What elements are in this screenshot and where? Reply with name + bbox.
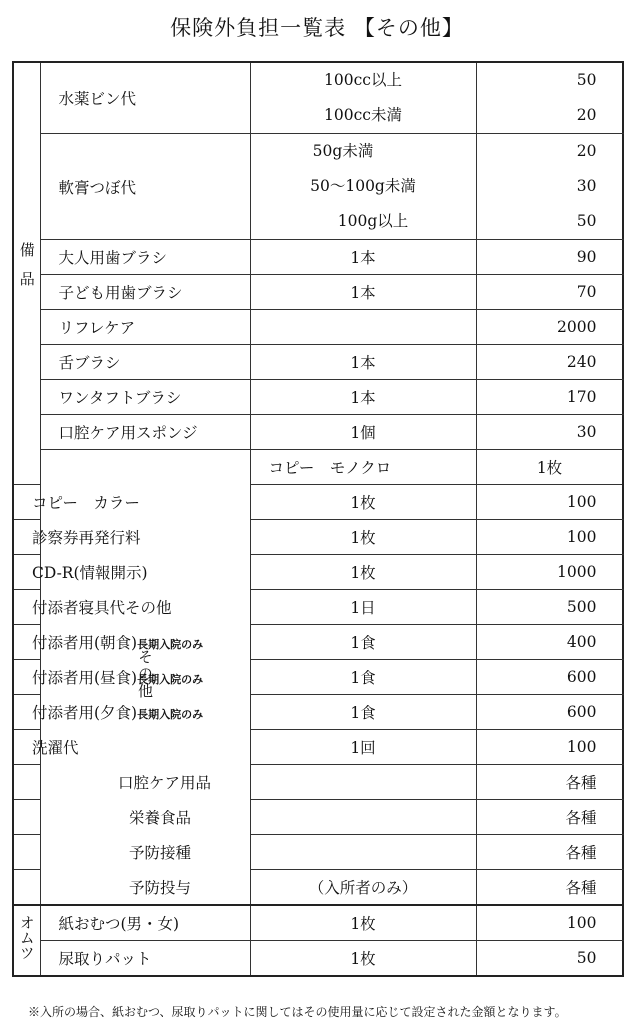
- qty-cell: 1枚: [250, 941, 476, 977]
- long-stay-note: 長期入院のみ: [137, 708, 204, 721]
- price-cell: 240: [476, 345, 623, 380]
- price-cell: 各種: [476, 870, 623, 906]
- price-cell: 90: [476, 240, 623, 275]
- qty-cell: 1枚: [250, 555, 476, 590]
- table-row: [13, 905, 623, 941]
- qty-cell: 1日: [250, 590, 476, 625]
- price-cell: 各種: [476, 765, 623, 800]
- price-cell: 70: [476, 275, 623, 310]
- table-row: [13, 345, 623, 380]
- item-cell: CD-R(情報開示): [13, 555, 40, 590]
- item-cell: 洗濯代: [13, 730, 40, 765]
- item-cell: 付添者用(朝食)長期入院のみ: [13, 625, 40, 660]
- qty-cell: 1本: [250, 345, 476, 380]
- qty-cell: 1枚: [250, 485, 476, 520]
- table-row: [13, 275, 623, 310]
- qty-cell: 100cc以上 100cc未満: [250, 62, 476, 134]
- table-row: [13, 415, 623, 450]
- item-cell: 栄養食品: [13, 800, 40, 835]
- qty-cell: 1枚: [476, 450, 623, 485]
- item-cell: コピー モノクロ: [250, 450, 476, 485]
- price-cell: 30: [476, 415, 623, 450]
- footnote: ※入所の場合、紙おむつ、尿取りパットに関してはその使用量に応じて設定された金額となります。: [28, 1005, 567, 1019]
- category-sonota: その他: [40, 450, 250, 906]
- qty-cell: 1本: [250, 380, 476, 415]
- qty-cell: 50g未満 50～100g未満 100g以上: [250, 134, 476, 240]
- qty-cell: （入所者のみ）: [250, 870, 476, 906]
- price-cell: 500: [476, 590, 623, 625]
- qty-cell: 1食: [250, 695, 476, 730]
- item-cell: 付添者寝具代その他: [13, 590, 40, 625]
- price-cell: 1000: [476, 555, 623, 590]
- item-cell: 口腔ケア用スポンジ: [40, 415, 250, 450]
- price-cell: 100: [476, 730, 623, 765]
- qty-cell: [250, 310, 476, 345]
- item-cell: 付添者用(夕食)長期入院のみ: [13, 695, 40, 730]
- long-stay-note: 長期入院のみ: [137, 673, 204, 686]
- price-cell: 20 30 50: [476, 134, 623, 240]
- price-cell: 400: [476, 625, 623, 660]
- item-cell: 予防投与: [13, 870, 40, 906]
- price-cell: 170: [476, 380, 623, 415]
- table-row: [13, 450, 623, 485]
- price-cell: 100: [476, 520, 623, 555]
- qty-cell: 1個: [250, 415, 476, 450]
- item-cell: 舌ブラシ: [40, 345, 250, 380]
- price-cell: 600: [476, 695, 623, 730]
- long-stay-note: 長期入院のみ: [137, 638, 204, 651]
- qty-cell: 1食: [250, 625, 476, 660]
- category-bihin: 備品: [13, 62, 40, 485]
- table-row: [13, 134, 623, 240]
- table-row: [13, 62, 623, 134]
- table-row: [13, 941, 623, 977]
- qty-cell: 1枚: [250, 520, 476, 555]
- item-cell: 大人用歯ブラシ: [40, 240, 250, 275]
- price-cell: 2000: [476, 310, 623, 345]
- item-cell: 紙おむつ(男・女): [40, 905, 250, 941]
- qty-cell: [250, 800, 476, 835]
- qty-cell: [250, 835, 476, 870]
- price-cell: 50 20: [476, 62, 623, 134]
- qty-cell: 1回: [250, 730, 476, 765]
- qty-cell: [250, 765, 476, 800]
- page-title: 保険外負担一覧表 【その他】: [170, 16, 464, 40]
- item-cell: 口腔ケア用品: [13, 765, 40, 800]
- qty-cell: 1本: [250, 240, 476, 275]
- item-cell: 診察券再発行料: [13, 520, 40, 555]
- item-cell: 予防接種: [13, 835, 40, 870]
- item-cell: 付添者用(昼食)長期入院のみ: [13, 660, 40, 695]
- price-cell: 600: [476, 660, 623, 695]
- qty-cell: 1枚: [250, 905, 476, 941]
- price-cell: 100: [476, 905, 623, 941]
- price-cell: 50: [476, 941, 623, 977]
- qty-cell: 1食: [250, 660, 476, 695]
- item-cell: 水薬ビン代: [40, 62, 250, 134]
- price-cell: 100: [476, 485, 623, 520]
- table-row: [13, 310, 623, 345]
- table-row: [13, 240, 623, 275]
- item-cell: コピー カラー: [13, 485, 40, 520]
- price-cell: 各種: [476, 835, 623, 870]
- item-cell: リフレケア: [40, 310, 250, 345]
- category-omutsu: オムツ: [13, 905, 40, 976]
- fee-table: [12, 61, 624, 977]
- qty-cell: 1本: [250, 275, 476, 310]
- table-row: [13, 380, 623, 415]
- item-cell: 子ども用歯ブラシ: [40, 275, 250, 310]
- item-cell: ワンタフトブラシ: [40, 380, 250, 415]
- item-cell: 軟膏つぼ代: [40, 134, 250, 240]
- item-cell: 尿取りパット: [40, 941, 250, 977]
- price-cell: 各種: [476, 800, 623, 835]
